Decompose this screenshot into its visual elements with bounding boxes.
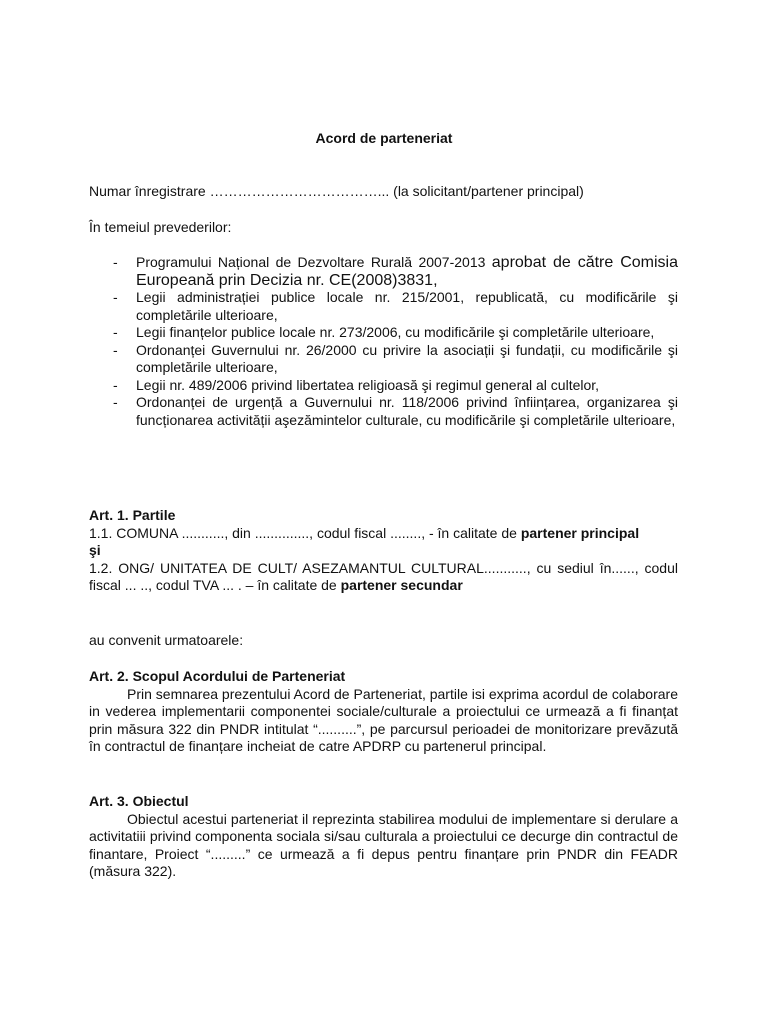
art1-party2: [89, 560, 678, 595]
law-text: Legii finanțelor publice locale nr. 273/2006, cu modificările şi completările ulterioare,: [136, 324, 655, 340]
art2-section: [89, 668, 678, 756]
law-item: [89, 324, 678, 342]
intro-text: În temeiul prevederilor:: [89, 219, 232, 235]
law-text: Ordonanței Guvernului nr. 26/2000 cu privire la asociații şi fundații, cu modificările şi completările ulterioare,: [136, 341, 678, 375]
art1-party1-text: 1.1. COMUNA ..........., din .............., codul fiscal ........, - în calitate de: [89, 524, 521, 541]
art3-body: Obiectul acestui parteneriat il reprezinta stabilirea modului de implementare si derulare a activitatiii privind componenta sociala si/sau culturala a proiectului ce decurge din contractul de finantare, Proiect “.........” ce urmează a fi depus pentru finanțare prin PNDR din FEADR (măsura 322).: [89, 810, 678, 879]
art1-section: [89, 507, 678, 595]
law-text-b: aprobat de către Comisia Europeană prin Decizia nr. CE(2008)3831,: [136, 254, 678, 289]
art1-and: şi: [89, 542, 101, 558]
list-dash: -: [113, 376, 118, 393]
art1-heading: Art. 1. Partile: [89, 507, 176, 523]
law-item: [89, 377, 678, 395]
list-dash: -: [113, 394, 118, 410]
law-text: Legii nr. 489/2006 privind libertatea religioasă şi regimul general al cultelor,: [136, 376, 600, 393]
law-item: [89, 289, 678, 324]
law-text: Ordonanței de urgență a Guvernului nr. 118/2006 privind înființarea, organizarea şi funcționarea activității aşezămintelor culturale, cu modificările şi completările ulterioare,: [136, 394, 678, 428]
law-item: [89, 254, 678, 289]
registration-dots: ………………………………...: [209, 183, 390, 199]
art3-heading: Art. 3. Obiectul: [89, 793, 189, 809]
art1-party1: [89, 525, 678, 543]
art2-body: Prin semnarea prezentului Acord de Parteneriat, partile isi exprima acordul de colaborare in vederea implementarii componentei sociale/culturale a proiectului ce urmează a fi finanțat prin măsura 322 din PNDR intitulat “..........”, pe parcursul perioadei de monitorizare prevăzută în contractul de finanțare incheiat de catre APDRP cu partenerul principal.: [89, 685, 678, 754]
laws-list: [89, 254, 678, 429]
art2-heading: Art. 2. Scopul Acordului de Parteneriat: [89, 668, 346, 684]
document-title: Acord de parteneriat: [315, 130, 453, 146]
law-text-a: Programului Național de Dezvoltare Rurală 2007-2013: [136, 254, 492, 270]
art1-party2-role: partener secundar: [340, 577, 463, 593]
registration-prefix: Numar înregistrare: [89, 183, 210, 199]
registration-suffix: (la solicitant/partener principal): [389, 183, 584, 199]
art1-party2-text: 1.2. ONG/ UNITATEA DE CULT/ ASEZAMANTUL CULTURAL..........., cu sediul în......, codul fiscal ... .., codul TVA ... . – în calitate de: [89, 559, 678, 593]
law-item: [89, 394, 678, 429]
list-dash: -: [113, 289, 118, 305]
registration-line: [89, 183, 678, 201]
art3-section: [89, 793, 678, 881]
list-dash: -: [113, 254, 118, 270]
art1-party1-role: partener principal: [520, 524, 640, 541]
law-text: Legii administrației publice locale nr. 215/2001, republicată, cu modificările şi completările ulterioare,: [136, 289, 678, 323]
list-dash: -: [113, 324, 118, 340]
agreed-text: au convenit urmatoarele:: [89, 632, 244, 648]
list-dash: -: [113, 341, 118, 358]
law-item: [89, 342, 678, 377]
